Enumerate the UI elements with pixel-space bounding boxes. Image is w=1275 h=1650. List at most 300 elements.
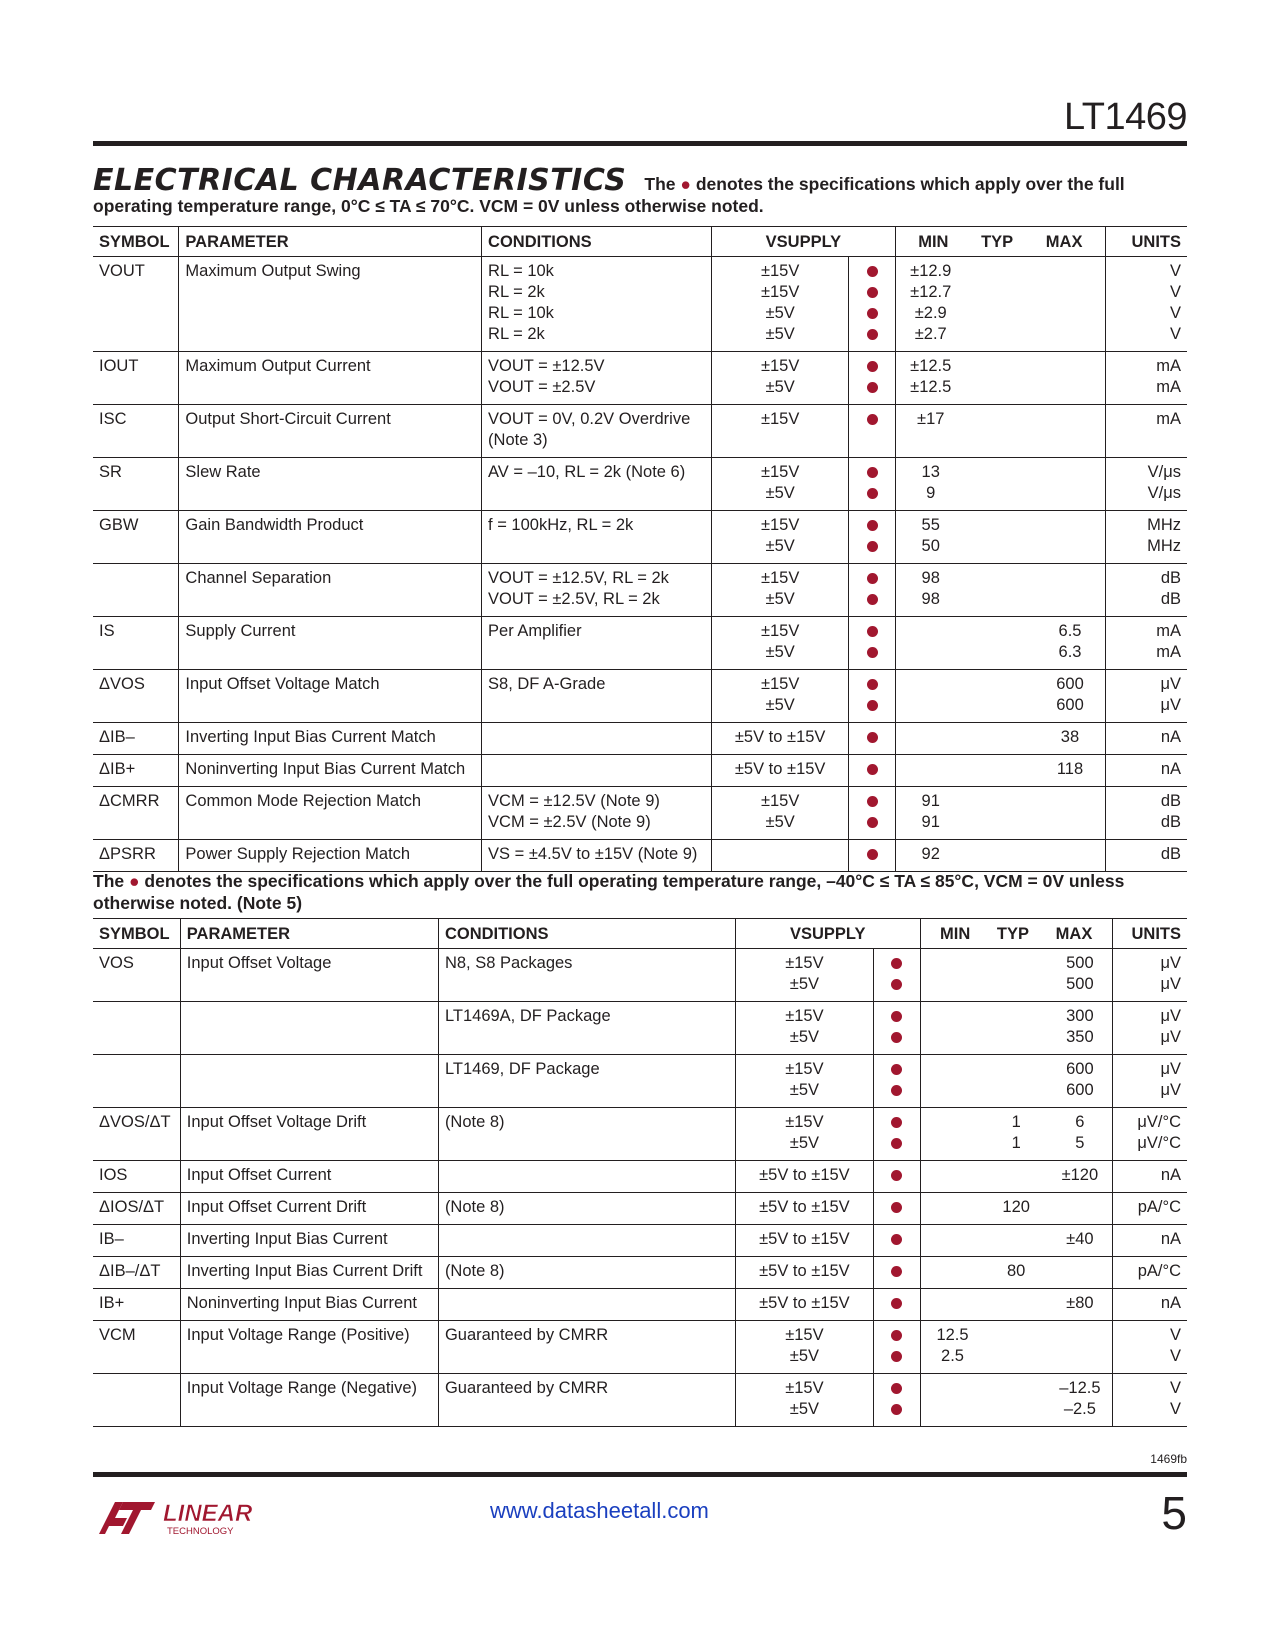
cell-parameter: Common Mode Rejection Match (179, 787, 482, 840)
value-max (1035, 261, 1105, 282)
table-row (93, 755, 1187, 787)
cell-units-line: nA (1160, 1230, 1181, 1248)
cell-vsupply-line: ±5V to ±15V (759, 1294, 850, 1312)
cell-conditions (438, 1257, 735, 1289)
value-line (896, 409, 1105, 430)
cell-min-typ-max (920, 1108, 1112, 1161)
value-typ (984, 1006, 1048, 1027)
full-temp-dot-icon (867, 679, 878, 690)
value-min (921, 1399, 985, 1420)
cell-conditions-line: VOUT = ±2.5V, RL = 2k (488, 590, 660, 608)
col-min: MIN (918, 232, 949, 251)
cell-vsupply-line: ±15V (785, 1379, 824, 1397)
cell-conditions-line: RL = 2k (488, 325, 545, 343)
cell-min-typ-max (895, 670, 1105, 723)
footer-url-link[interactable]: www.datasheetall.com (490, 1498, 709, 1523)
value-min: 91 (921, 792, 940, 810)
cell-units (1105, 405, 1187, 458)
value-min (921, 1027, 985, 1048)
cell-vsupply-line: ±5V (789, 1081, 820, 1099)
value-line (896, 589, 1105, 610)
value-line (921, 1229, 1112, 1250)
value-max (1035, 791, 1105, 812)
cell-conditions-line: RL = 10k (488, 304, 554, 322)
cell-parameter: Maximum Output Swing (179, 257, 482, 352)
cell-min-typ-max (895, 511, 1105, 564)
cell-units (1105, 617, 1187, 670)
cell-min-typ-max (895, 787, 1105, 840)
cell-units (1112, 1161, 1187, 1193)
value-line (896, 674, 1105, 695)
cell-vsupply (711, 670, 849, 723)
cell-vsupply-line: ±5V (789, 1400, 820, 1418)
electrical-characteristics-table-2 (93, 918, 1187, 1427)
section-title: ELECTRICAL CHARACTERISTICS (93, 163, 627, 198)
value-min: ±12.9 (910, 262, 952, 280)
cell-units (1112, 1108, 1187, 1161)
cell-parameter: Input Offset Current Drift (180, 1193, 438, 1225)
cell-symbol: ΔIB+ (93, 755, 179, 787)
cell-parameter: Gain Bandwidth Product (179, 511, 482, 564)
full-temp-dot-icon (867, 700, 878, 711)
full-temp-dot-icon (891, 1266, 902, 1277)
full-temp-dot-icon (891, 1404, 902, 1415)
cell-vsupply (735, 1055, 873, 1108)
table-row (93, 1108, 1187, 1161)
cell-conditions (482, 352, 712, 405)
value-min (921, 1059, 985, 1080)
cell-vsupply-line: ±5V to ±15V (734, 728, 826, 746)
cell-vsupply (735, 949, 873, 1002)
cell-vsupply-line: ±5V to ±15V (734, 760, 826, 778)
cell-conditions-line: LT1469A, DF Package (444, 1007, 611, 1025)
full-temp-dot-icon (891, 1234, 902, 1245)
cell-conditions (438, 949, 735, 1002)
value-min: ±12.7 (910, 283, 952, 301)
cell-units-line: nA (1160, 760, 1181, 778)
cell-vsupply-line: ±5V (765, 643, 795, 661)
cell-units-line: μV (1160, 1060, 1181, 1078)
cell-symbol: IB+ (93, 1289, 180, 1321)
value-line (921, 1133, 1112, 1154)
value-line (921, 974, 1112, 995)
cell-conditions (438, 1193, 735, 1225)
cell-vsupply-line: ±5V (789, 1347, 820, 1365)
cell-units (1105, 755, 1187, 787)
value-max (1035, 282, 1105, 303)
value-min (921, 1293, 985, 1314)
full-temp-dot-icon (867, 266, 878, 277)
cell-full-temp-indicator (873, 1161, 920, 1193)
section-intro (93, 163, 1187, 217)
cell-conditions-line: VCM = ±2.5V (Note 9) (488, 813, 651, 831)
electrical-characteristics-table-1 (93, 226, 1187, 872)
full-temp-dot-icon (867, 817, 878, 828)
cell-full-temp-indicator (873, 1374, 920, 1427)
cell-conditions-line: VOUT = 0V, 0.2V Overdrive (488, 410, 691, 428)
cell-vsupply-line: ±15V (760, 357, 800, 375)
table-row (93, 1257, 1187, 1289)
cell-parameter: Noninverting Input Bias Current (180, 1289, 438, 1321)
cell-symbol (93, 564, 179, 617)
cell-units-line: V/μs (1147, 484, 1181, 502)
col-min-typ-max (920, 919, 1112, 949)
value-min (896, 727, 966, 748)
cell-conditions-line: S8, DF A-Grade (488, 675, 606, 693)
value-line (896, 483, 1105, 504)
section-heading (93, 163, 1187, 217)
value-max: 5 (1075, 1134, 1085, 1152)
value-min (921, 1229, 985, 1250)
value-typ (966, 589, 1036, 610)
cell-conditions-line: VCM = ±12.5V (Note 9) (488, 792, 660, 810)
table-header-row (93, 227, 1187, 257)
cell-vsupply (711, 564, 849, 617)
cell-full-temp-indicator (849, 352, 896, 405)
cell-conditions-line: VOUT = ±12.5V, RL = 2k (488, 569, 669, 587)
col-symbol: SYMBOL (93, 227, 179, 257)
cell-units-line: dB (1160, 569, 1181, 587)
value-line (921, 1197, 1112, 1218)
full-temp-dot-icon (891, 1202, 902, 1213)
cell-parameter: Supply Current (179, 617, 482, 670)
cell-vsupply-line: ±5V (765, 325, 795, 343)
cell-min-typ-max (895, 840, 1105, 872)
value-max: 500 (1066, 975, 1094, 993)
value-max (1035, 515, 1105, 536)
cell-conditions-line: (Note 3) (488, 431, 548, 449)
value-line (921, 1112, 1112, 1133)
value-min: 98 (921, 569, 940, 587)
cell-conditions (482, 787, 712, 840)
value-max (1048, 1261, 1112, 1282)
value-min (896, 621, 966, 642)
cell-full-temp-indicator (849, 755, 896, 787)
cell-vsupply-line: ±5V (789, 975, 820, 993)
full-temp-dot-icon (867, 308, 878, 319)
cell-vsupply-line: ±15V (760, 569, 800, 587)
value-max: 600 (1066, 1081, 1094, 1099)
table-row (93, 1193, 1187, 1225)
cell-conditions (482, 511, 712, 564)
cell-vsupply-line: ±15V (785, 1326, 824, 1344)
cell-full-temp-indicator (873, 1002, 920, 1055)
full-temp-dot-icon (867, 520, 878, 531)
cell-symbol: ISC (93, 405, 179, 458)
cell-vsupply (735, 1225, 873, 1257)
cell-units-line: nA (1160, 728, 1181, 746)
cell-units-line: V (1169, 1379, 1181, 1397)
cell-conditions (482, 723, 712, 755)
full-temp-dot-icon: ● (680, 174, 691, 194)
cell-conditions (482, 670, 712, 723)
col-symbol: SYMBOL (93, 919, 180, 949)
full-temp-dot-icon (891, 1117, 902, 1128)
table-row (93, 511, 1187, 564)
cell-conditions (438, 1002, 735, 1055)
value-min (896, 642, 966, 663)
cell-full-temp-indicator (849, 564, 896, 617)
cell-conditions (482, 405, 712, 458)
value-min (921, 1165, 985, 1186)
cell-vsupply (711, 617, 849, 670)
full-temp-dot-icon (891, 1138, 902, 1149)
value-min (896, 759, 966, 780)
cell-min-typ-max (920, 1289, 1112, 1321)
value-line (896, 844, 1105, 865)
cell-conditions-line: LT1469, DF Package (444, 1060, 600, 1078)
value-typ (984, 1346, 1048, 1367)
cell-units-line: μV (1160, 675, 1181, 693)
value-line (896, 282, 1105, 303)
full-temp-dot-icon (867, 764, 878, 775)
cell-full-temp-indicator (849, 458, 896, 511)
cell-symbol: GBW (93, 511, 179, 564)
cell-parameter (180, 1055, 438, 1108)
table-row (93, 352, 1187, 405)
cell-vsupply (735, 1257, 873, 1289)
value-typ (966, 462, 1036, 483)
cell-units-line: μV (1160, 975, 1181, 993)
value-max: 600 (1056, 675, 1084, 693)
value-typ (966, 282, 1036, 303)
cell-vsupply (735, 1193, 873, 1225)
value-min: 91 (921, 813, 940, 831)
cell-symbol: ΔCMRR (93, 787, 179, 840)
cell-vsupply-line: ±5V (765, 378, 795, 396)
cell-conditions (438, 1289, 735, 1321)
cell-parameter: Input Offset Voltage Match (179, 670, 482, 723)
cell-vsupply (735, 1161, 873, 1193)
section-2-intro: The ● denotes the specifications which apply over the full operating temperature range, –40°C ≤ TA ≤ 85°C, VCM = 0V unless otherwise noted. (Note 5) (93, 871, 1125, 913)
value-typ (966, 515, 1036, 536)
value-typ (984, 953, 1048, 974)
value-typ (966, 695, 1036, 716)
cell-vsupply (711, 755, 849, 787)
value-max: 300 (1066, 1007, 1094, 1025)
cell-min-typ-max (920, 1374, 1112, 1427)
value-min: ±2.7 (914, 325, 947, 343)
cell-min-typ-max (895, 257, 1105, 352)
value-typ (966, 727, 1036, 748)
section-intro-text: The ● denotes the specifications which apply over the full operating temperature range, 0°C ≤ TA ≤ 70°C. VCM = 0V unless otherwise noted. (93, 174, 1125, 216)
cell-parameter: Input Voltage Range (Positive) (180, 1321, 438, 1374)
cell-full-temp-indicator (873, 1055, 920, 1108)
full-temp-dot-icon (891, 1011, 902, 1022)
value-line (921, 1027, 1112, 1048)
col-conditions: CONDITIONS (482, 227, 712, 257)
cell-full-temp-indicator (849, 670, 896, 723)
cell-min-typ-max (895, 564, 1105, 617)
cell-units (1105, 840, 1187, 872)
full-temp-dot-icon (867, 647, 878, 658)
cell-units-line: V (1169, 325, 1181, 343)
value-max (1035, 303, 1105, 324)
value-line (896, 356, 1105, 377)
col-units: UNITS (1105, 227, 1187, 257)
value-typ (966, 568, 1036, 589)
value-max: –12.5 (1059, 1379, 1101, 1397)
full-temp-dot-icon (867, 329, 878, 340)
value-typ (984, 1027, 1048, 1048)
cell-conditions (482, 617, 712, 670)
value-typ (984, 1325, 1048, 1346)
value-min (921, 1133, 985, 1154)
full-temp-dot-icon (867, 732, 878, 743)
value-typ (984, 1165, 1048, 1186)
table-row (93, 840, 1187, 872)
cell-units-line: mA (1156, 643, 1181, 661)
cell-units-line: V (1169, 262, 1181, 280)
value-typ (966, 324, 1036, 345)
full-temp-dot-icon: ● (128, 871, 140, 891)
cell-vsupply (711, 352, 849, 405)
value-typ (966, 642, 1036, 663)
cell-units (1112, 1257, 1187, 1289)
value-typ (984, 1378, 1048, 1399)
col-parameter: PARAMETER (179, 227, 482, 257)
cell-units-line: pA/°C (1137, 1198, 1181, 1216)
table-row (93, 1321, 1187, 1374)
cell-min-typ-max (895, 723, 1105, 755)
page-number: 5 (1161, 1487, 1187, 1539)
cell-conditions-line: f = 100kHz, RL = 2k (488, 516, 634, 534)
cell-vsupply-line: ±15V (760, 283, 800, 301)
value-line (921, 1006, 1112, 1027)
value-max (1035, 377, 1105, 398)
cell-parameter: Slew Rate (179, 458, 482, 511)
full-temp-dot-icon (867, 796, 878, 807)
value-min (921, 1197, 985, 1218)
table-body (93, 949, 1187, 1427)
value-line (896, 515, 1105, 536)
cell-vsupply-line: ±5V to ±15V (759, 1166, 850, 1184)
value-max (1048, 1197, 1112, 1218)
cell-conditions (438, 1161, 735, 1193)
cell-units-line: mA (1156, 357, 1181, 375)
full-temp-dot-icon (891, 979, 902, 990)
cell-units-line: μV (1160, 1007, 1181, 1025)
cell-vsupply-line: ±5V (765, 696, 795, 714)
value-max: 500 (1066, 954, 1094, 972)
document-id: 1469fb (1150, 1452, 1187, 1466)
cell-vsupply-line: ±15V (760, 516, 800, 534)
value-typ (984, 974, 1048, 995)
cell-parameter: Input Offset Voltage (180, 949, 438, 1002)
full-temp-dot-icon (867, 287, 878, 298)
cell-units (1105, 257, 1187, 352)
full-temp-dot-icon (867, 488, 878, 499)
value-line (896, 759, 1105, 780)
col-vsupply: VSUPPLY (711, 227, 895, 257)
value-max (1035, 324, 1105, 345)
cell-min-typ-max (920, 1257, 1112, 1289)
value-typ: 1 (1011, 1134, 1021, 1152)
cell-full-temp-indicator (849, 840, 896, 872)
full-temp-dot-icon (867, 626, 878, 637)
cell-parameter: Output Short-Circuit Current (179, 405, 482, 458)
cell-symbol: IOS (93, 1161, 180, 1193)
full-temp-dot-icon (891, 1064, 902, 1075)
full-temp-dot-icon (867, 594, 878, 605)
value-max: 600 (1056, 696, 1084, 714)
cell-vsupply-line: ±5V to ±15V (759, 1230, 850, 1248)
full-temp-dot-icon (867, 414, 878, 425)
cell-conditions (438, 1225, 735, 1257)
table-row (93, 670, 1187, 723)
value-min (921, 1112, 985, 1133)
value-line (921, 1261, 1112, 1282)
value-max: 118 (1056, 760, 1084, 778)
table-row (93, 617, 1187, 670)
col-vsupply: VSUPPLY (735, 919, 920, 949)
value-line (896, 695, 1105, 716)
value-max (1035, 589, 1105, 610)
cell-min-typ-max (895, 405, 1105, 458)
value-typ (966, 759, 1036, 780)
value-line (896, 621, 1105, 642)
value-max: 6.5 (1058, 622, 1082, 640)
cell-vsupply (735, 1374, 873, 1427)
table-row (93, 1374, 1187, 1427)
linear-technology-logo (93, 1494, 253, 1538)
cell-parameter: Inverting Input Bias Current (180, 1225, 438, 1257)
cell-units-line: V (1169, 1400, 1181, 1418)
cell-units-line: dB (1160, 813, 1181, 831)
cell-vsupply (711, 458, 849, 511)
col-parameter: PARAMETER (180, 919, 438, 949)
value-typ (966, 409, 1036, 430)
cell-vsupply-line: ±5V (789, 1028, 820, 1046)
cell-symbol: ΔPSRR (93, 840, 179, 872)
full-temp-dot-icon (867, 541, 878, 552)
cell-units-line: μV (1160, 1081, 1181, 1099)
value-typ (966, 483, 1036, 504)
cell-vsupply-line: ±15V (785, 1113, 824, 1131)
cell-full-temp-indicator (849, 617, 896, 670)
value-typ (966, 356, 1036, 377)
cell-conditions-line: N8, S8 Packages (444, 954, 573, 972)
cell-full-temp-indicator (849, 723, 896, 755)
value-line (921, 1325, 1112, 1346)
cell-conditions (482, 840, 712, 872)
cell-full-temp-indicator (873, 949, 920, 1002)
value-max: ±40 (1066, 1230, 1094, 1248)
col-max: MAX (1055, 924, 1093, 943)
value-typ (984, 1293, 1048, 1314)
value-typ (966, 303, 1036, 324)
value-min: 98 (921, 590, 940, 608)
logo-subtitle: TECHNOLOGY (167, 1526, 234, 1537)
cell-units-line: μV (1160, 696, 1181, 714)
cell-vsupply (711, 257, 849, 352)
value-max: 600 (1066, 1060, 1094, 1078)
value-min (921, 1080, 985, 1101)
value-max: 350 (1066, 1028, 1094, 1046)
value-max (1035, 568, 1105, 589)
table-row (93, 405, 1187, 458)
cell-symbol: IOUT (93, 352, 179, 405)
cell-units-line: nA (1160, 1166, 1181, 1184)
cell-vsupply (735, 1321, 873, 1374)
value-line (896, 261, 1105, 282)
full-temp-dot-icon (891, 1298, 902, 1309)
cell-units-line: MHz (1147, 516, 1181, 534)
cell-min-typ-max (920, 1161, 1112, 1193)
cell-full-temp-indicator (849, 257, 896, 352)
cell-units-line: mA (1156, 378, 1181, 396)
cell-units-line: V (1169, 1347, 1181, 1365)
